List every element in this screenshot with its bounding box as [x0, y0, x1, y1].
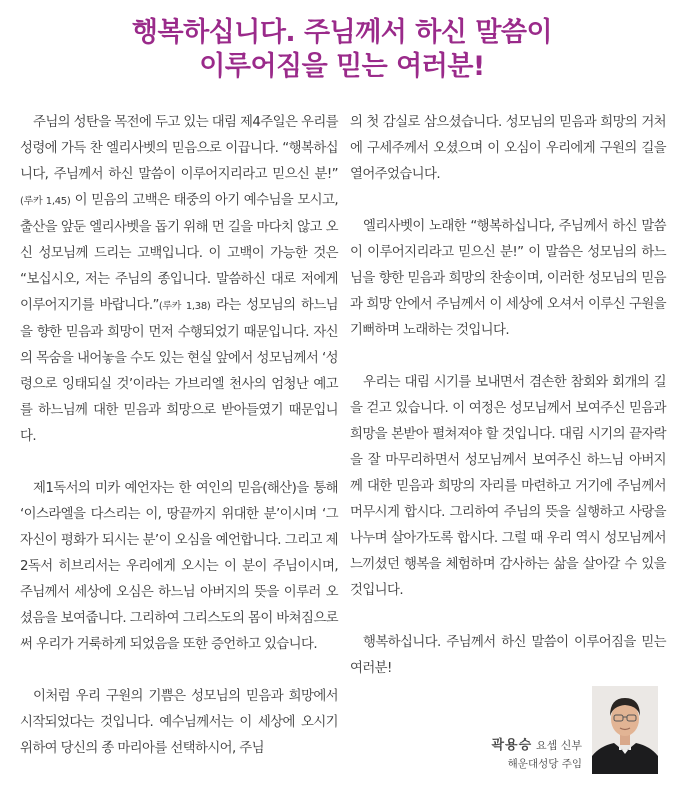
author-signature — [440, 736, 582, 773]
title-line-1: 행복하십니다. 주님께서 하신 말씀이 — [131, 17, 553, 48]
paragraph-text: 주님의 성탄을 목전에 두고 있는 대림 제4주일은 우리를 성령에 가득 찬 엘리사벳의 믿음으로 이끕니다. “행복하십니다, 주님께서 하신 말씀이 이루어지리라고 믿으신 분!” — [20, 115, 338, 182]
article-title — [0, 16, 684, 84]
paragraph-text: 라는 성모님의 하느님을 향한 믿음과 희망이 먼저 수행되었기 때문입니다. 자신의 목숨을 내어놓을 수도 있는 현실 앞에서 성모님께서 ‘성령으로 잉태되실 것’이라는 가브리엘 천사의 엄청난 예고를 하느님께 대한 믿음과 희망으로 받아들였기 때문입니다. — [20, 298, 338, 444]
title-line-2: 이루어짐을 믿는 여러분! — [199, 51, 485, 82]
paragraph — [20, 110, 338, 450]
paragraph: 제1독서의 미카 예언자는 한 여인의 믿음(해산)을 통해 ‘이스라엘을 다스리는 이, 땅끝까지 위대한 분’이시며 ‘그 자신이 평화가 되시는 분’이 오심을 예언합니다. 그리고 제2독서 히브리서는 우리에게 오시는 이 분이 주님이시며, 주님께서 세상에 오심은 하느님 아버지의 뜻을 이루러 오셨음을 보여줍니다. 그리하여 그리스도의 몸이 바쳐짐으로써 우리가 거룩하게 되었음을 또한 증언하고 있습니다. — [20, 481, 338, 652]
paragraph: 엘리사벳이 노래한 “행복하십니다, 주님께서 하신 말씀이 이루어지리라고 믿으신 분!” 이 말씀은 성모님의 하느님을 향한 믿음과 희망의 찬송이며, 이러한 성모님의 믿음과 희망 안에서 주님께서 이 세상에 오셔서 이루신 구원을 기뻐하며 노래하는 것입니다. — [350, 219, 666, 338]
paragraph: 행복하십니다. 주님께서 하신 말씀이 이루어짐을 믿는 여러분! — [350, 635, 666, 676]
author-name: 곽용승 — [491, 738, 533, 753]
paragraph: 이처럼 우리 구원의 기쁨은 성모님의 믿음과 희망에서 시작되었다는 것입니다. 예수님께서는 이 세상에 오시기 위하여 당신의 종 마리아를 선택하시어, 주님 — [20, 689, 338, 756]
paragraph: 의 첫 감실로 삼으셨습니다. 성모님의 믿음과 희망의 거처에 구세주께서 오셨으며 이 오심이 우리에게 구원의 길을 열어주었습니다. — [350, 115, 666, 182]
portrait-image — [592, 686, 658, 774]
author-role: 요셉 신부 — [535, 739, 582, 752]
right-column — [350, 110, 666, 708]
author-parish: 해운대성당 주임 — [507, 758, 582, 770]
left-column — [20, 110, 338, 788]
author-photo — [592, 686, 658, 774]
paragraph: 우리는 대림 시기를 보내면서 겸손한 참회와 회개의 길을 걷고 있습니다. 이 여정은 성모님께서 보여주신 믿음과 희망을 본받아 펼쳐져야 할 것입니다. 대림 시기의 끝자락을 잘 마무리하면서 성모님께서 보여주신 하느님 아버지께 대한 믿음과 희망의 자리를 마련하고 거기에 주님께서 머무시게 합시다. 그리하여 주님의 뜻을 실행하고 사랑을 나누며 살아가도록 합시다. 그럴 때 우리 역시 성모님께서 느끼셨던 행복을 체험하며 감사하는 삶을 살아갈 수 있을 것입니다. — [350, 375, 666, 598]
paragraph-text: 이 믿음의 고백은 태중의 아기 예수님을 모시고, 출산을 앞둔 엘리사벳을 돕기 위해 먼 길을 마다치 않고 오신 성모님께 드리는 고백입니다. 이 고백이 가능한 것은 “보십시오, 저는 주님의 종입니다. 말씀하신 대로 저에게 이루어지기를 바랍니다.” — [20, 193, 338, 313]
scripture-reference: (루카 1,45) — [20, 196, 71, 207]
scripture-reference: (루카 1,38) — [158, 301, 211, 312]
